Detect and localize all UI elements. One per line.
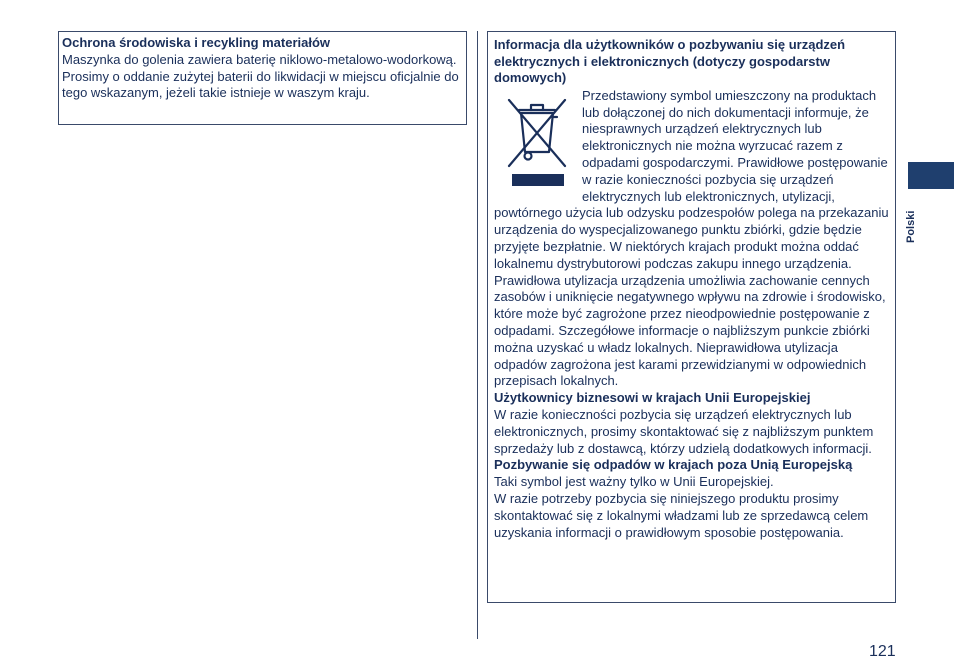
crossed-out-wheelie-bin-icon: [494, 88, 580, 194]
business-users-body: W razie konieczności pozbycia się urządzeń elektrycznych lub elektronicznych, prosimy skontaktować się z najbliższym punktem sprzedaży lub z dostawcą, którzy udzielą dodatkowych informacji.: [494, 406, 874, 456]
language-tab-marker: [908, 162, 954, 189]
business-users-title: Użytkownicy biznesowi w krajach Unii Europejskiej: [494, 390, 811, 406]
outside-eu-title: Pozbywanie się odpadów w krajach poza Unią Europejską: [494, 457, 853, 473]
language-tab-label: Polski: [905, 210, 917, 243]
outside-eu-body-2: W razie potrzeby pozbycia się niniejszego produktu prosimy skontaktować się z lokalnymi władzami lub ze sprzedawcą celem uzyskania informacji o prawidłowym sposobie postępowania.: [494, 490, 869, 540]
outside-eu-body-1: Taki symbol jest ważny tylko w Unii Europejskiej.: [494, 474, 774, 490]
weee-disposal-box: [487, 31, 896, 603]
weee-disposal-body: Przedstawiony symbol umieszczony na produktach lub dołączonej do nich dokumentacji informuje, że niesprawnych urządzeń elektrycznych lub elektronicznych nie można wyrzucać razem z odpadami gospodarczymi. Prawidłowe postępowanie w razie konieczności pozbycia się urządzeń elektrycznych lub elektronicznych, utylizacji, powtórnego użycia lub odzysku podzespołów polega na przekazaniu urządzenia do wyspecjalizowanego punktu zbiórki, gdzie będzie przyjęte bezpłatnie. W niektórych krajach produkt można oddać lokalnemu dystrybutorowi podczas zakupu innego urządzenia. Prawidłowa utylizacja urządzenia umożliwia zachowanie cennych zasobów i uniknięcie negatywnego wpływu na zdrowie i środowisko, które może być zagrożone przez nieodpowiednie postępowanie z odpadami. Szczegółowe informacje o najbliższym punkcie zbiórki można uzyskać u władz lokalnych. Nieprawidłowa utylizacja odpadów zagrożona jest karami przewidzianymi w odpowiednich przepisach lokalnych.: [494, 87, 889, 389]
environment-recycling-box: [58, 31, 467, 125]
environment-recycling-body: Maszynka do golenia zawiera baterię niklowo-metalowo-wodorkową. Prosimy o oddanie zużytej baterii do likwidacji w miejscu oficjalnie do tego wskazanym, jeżeli takie istnieje w waszym kraju.: [62, 51, 459, 101]
environment-recycling-title: Ochrona środowiska i recykling materiałów: [62, 35, 331, 50]
column-divider: [477, 31, 478, 639]
page-number: 121: [869, 643, 896, 660]
weee-disposal-title: Informacja dla użytkowników o pozbywaniu się urządzeń elektrycznych i elektronicznych (dotyczy gospodarstw domowych): [494, 37, 846, 86]
